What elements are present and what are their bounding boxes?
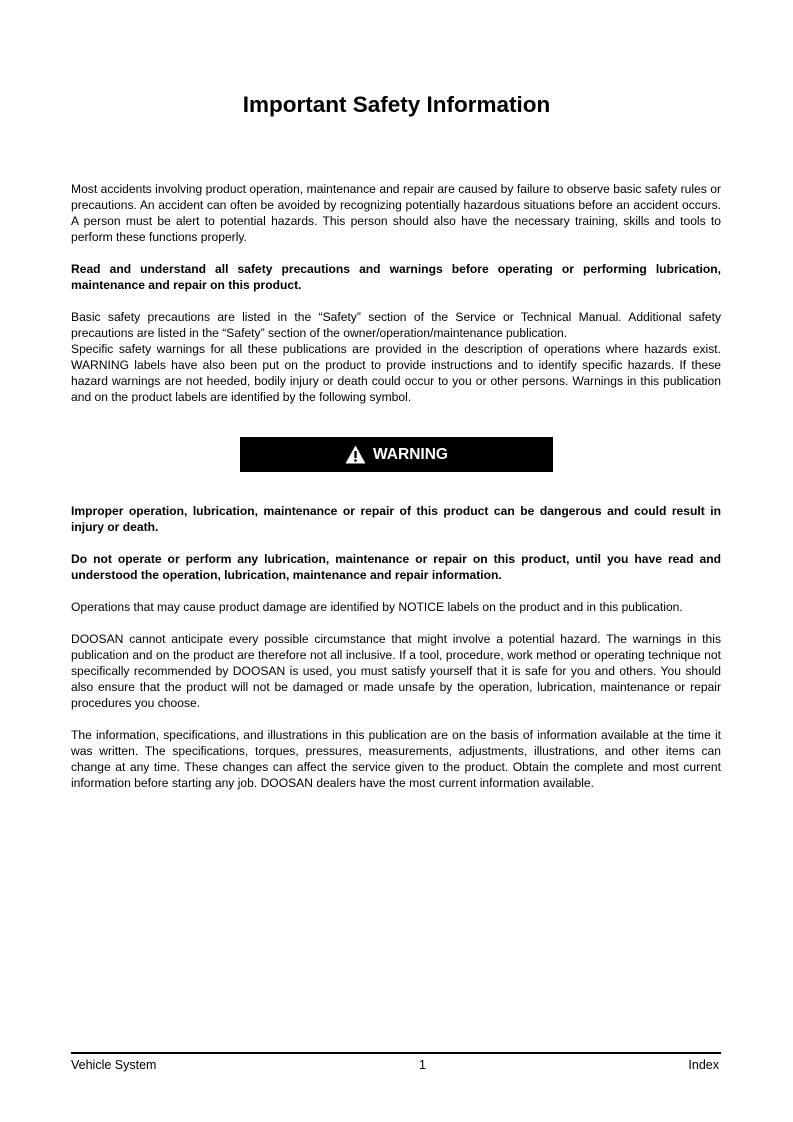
page-number: 1 — [418, 1058, 426, 1072]
read-understand-paragraph: Read and understand all safety precautions and warnings before operating or performing lubrication, maintenance and repair on this product. — [71, 262, 721, 292]
do-not-operate-paragraph: Do not operate or perform any lubrication, maintenance or repair on this product, until you have read and understood the operation, lubrication, maintenance and repair information. — [71, 552, 721, 582]
basic-precautions-paragraph: Basic safety precautions are listed in the “Safety” section of the Service or Technical Manual. Additional safety precautions are listed in the “Safety” section of the owner/operation/maintenance publication. — [71, 310, 721, 340]
warning-label: WARNING — [373, 445, 448, 463]
intro-section — [71, 181, 721, 405]
improper-operation-paragraph: Improper operation, lubrication, maintenance or repair of this product can be dangerous and could result in injury or death. — [71, 504, 721, 534]
doosan-anticipate-paragraph: DOOSAN cannot anticipate every possible circumstance that might involve a potential hazard. The warnings in this publication and on the product are therefore not all inclusive. If a tool, procedure, work method or operating technique not specifically recommended by DOOSAN is used, you must satisfy yourself that it is safe for you and others. You should also ensure that the product will not be damaged or made unsafe by the operation, lubrication, maintenance or repair procedures you choose. — [71, 632, 721, 710]
page-title: Important Safety Information — [242, 92, 551, 117]
warning-triangle-icon — [345, 445, 366, 464]
information-paragraph: The information, specifications, and illustrations in this publication are on the basis of information available at the time it was written. The specifications, torques, pressures, measurements, adjustments, illustrations, and other items can change at any time. These changes can affect the service given to the product. Obtain the complete and most current information before starting any job. DOOSAN dealers have the most current information available. — [71, 728, 721, 790]
footer-right: Index — [688, 1058, 719, 1072]
footer-divider — [71, 1052, 721, 1054]
footer-left: Vehicle System — [71, 1058, 157, 1072]
intro-paragraph: Most accidents involving product operation, maintenance and repair are caused by failure to observe basic safety rules or precautions. An accident can often be avoided by recognizing potentially hazardous situations before an accident occurs. A person must be alert to potential hazards. This person should also have the necessary training, skills and tools to perform these functions properly. — [71, 182, 721, 244]
notice-paragraph: Operations that may cause product damage are identified by NOTICE labels on the product and in this publication. — [71, 600, 683, 614]
warning-banner — [240, 437, 553, 472]
specific-warnings-paragraph: Specific safety warnings for all these publications are provided in the description of operations where hazards exist. WARNING labels have also been put on the product to provide instructions and to identify specific hazards. If these hazard warnings are not heeded, bodily injury or death could occur to you or other persons. Warnings in this publication and on the product labels are identified by the following symbol. — [71, 342, 721, 404]
warning-section — [71, 503, 721, 791]
page-footer — [71, 1058, 719, 1072]
